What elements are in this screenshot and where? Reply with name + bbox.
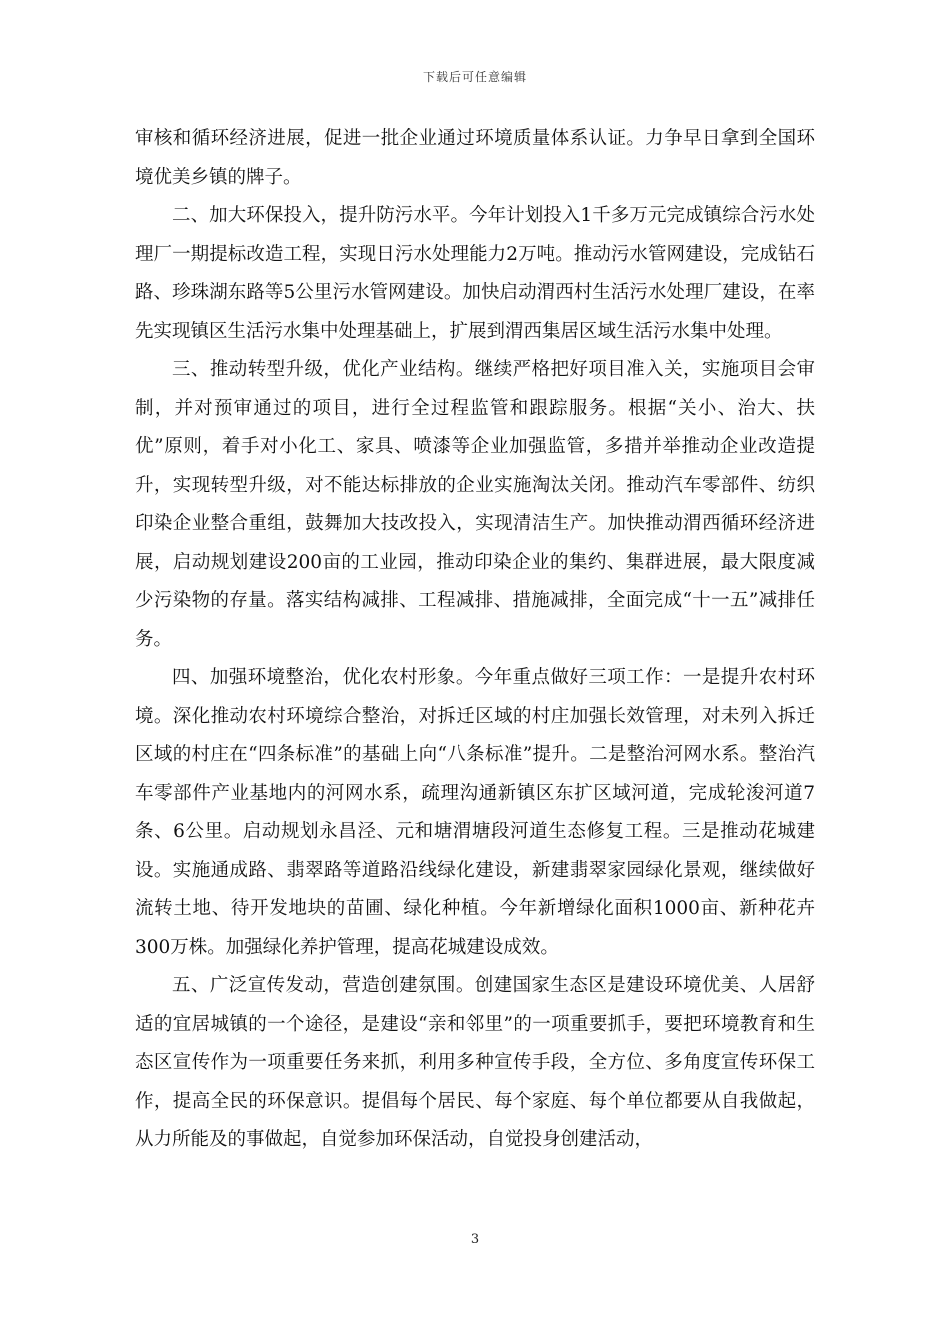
page-header: 下载后可任意编辑	[422, 70, 527, 84]
paragraph-section-five: 五、广泛宣传发动，营造创建氛围。创建国家生态区是建设环境优美、人居舒适的宜居城镇的一个途径，是建设“亲和邻里”的一项重要抓手，要把环境教育和生态区宣传作为一项重要任务来抓，利用多种宣传手段，全方位、多角度宣传环保工作，提高全民的环保意识。提倡每个居民、每个家庭、每个单位都要从自我做起，从力所能及的事做起，自觉参加环保活动，自觉投身创建活动，	[135, 975, 815, 1150]
page-number: 3	[470, 1232, 480, 1247]
paragraph-section-two: 二、加大环保投入，提升防污水平。今年计划投入1千多万元完成镇综合污水处理厂一期提标改造工程，实现日污水处理能力2万吨。推动污水管网建设，完成钻石路、珍珠湖东路等5公里污水管网建设。加快启动渭西村生活污水处理厂建设，在率先实现镇区生活污水集中处理基础上，扩展到渭西集居区域生活污水集中处理。	[135, 205, 815, 342]
paragraph-section-three: 三、推动转型升级，优化产业结构。继续严格把好项目准入关，实施项目会审制，并对预审通过的项目，进行全过程监管和跟踪服务。根据“关小、治大、扶优”原则，着手对小化工、家具、喷漆等企业加强监管，多措并举推动企业改造提升，实现转型升级，对不能达标排放的企业实施淘汰关闭。推动汽车零部件、纺织印染企业整合重组，鼓舞加大技改投入，实现清洁生产。加快推动渭西循环经济进展，启动规划建设200亩的工业园，推动印染企业的集约、集群进展，最大限度减少污染物的存量。落实结构减排、工程减排、措施减排，全面完成“十一五”减排任务。	[135, 359, 815, 650]
document-body	[135, 120, 815, 1160]
paragraph-continuation: 审核和循环经济进展，促进一批企业通过环境质量体系认证。力争早日拿到全国环境优美乡镇的牌子。	[135, 128, 815, 188]
paragraph-section-four: 四、加强环境整治，优化农村形象。今年重点做好三项工作：一是提升农村环境。深化推动农村环境综合整治，对拆迁区域的村庄加强长效管理，对未列入拆迁区域的村庄在“四条标准”的基础上向“八条标准”提升。二是整治河网水系。整治汽车零部件产业基地内的河网水系，疏理沟通新镇区东扩区域河道，完成轮浚河道7条、6公里。启动规划永昌泾、元和塘渭塘段河道生态修复工程。三是推动花城建设。实施通成路、翡翠路等道路沿线绿化建设，新建翡翠家园绿化景观，继续做好流转土地、待开发地块的苗圃、绿化种植。今年新增绿化面积1000亩、新种花卉300万株。加强绿化养护管理，提高花城建设成效。	[135, 667, 815, 958]
